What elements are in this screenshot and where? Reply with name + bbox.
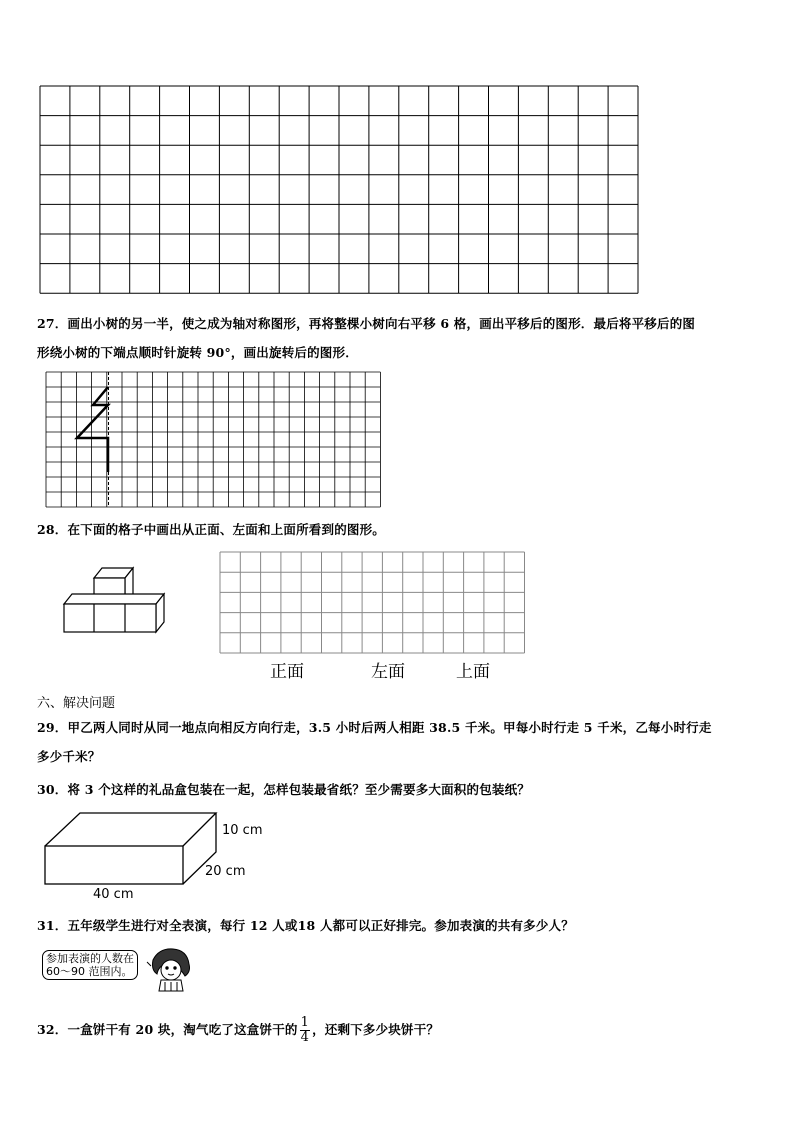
question-29-line2: 多少千米？ — [37, 749, 101, 764]
top-view-label: 上面 — [456, 662, 490, 682]
question-30: 30．将 3 个这样的礼品盒包装在一起，怎样包装最省纸？至少需要多大面积的包装纸？ — [37, 782, 530, 797]
question-31: 31．五年级学生进行对全表演，每行 12 人或18 人都可以正好排完。参加表演的共有多少人？ — [37, 918, 574, 933]
box-length-label: 40 cm — [93, 887, 134, 902]
left-view-label: 左面 — [371, 662, 405, 682]
question-32-text-before: 32．一盒饼干有 20 块，淘气吃了这盒饼干的 — [37, 1022, 298, 1037]
box-height-label: 10 cm — [222, 823, 263, 838]
box-width-label: 20 cm — [205, 864, 246, 879]
hint-line1: 参加表演的人数在 — [46, 952, 134, 965]
fraction — [300, 1016, 310, 1045]
front-view-label: 正面 — [270, 662, 304, 682]
hint-line2: 60～90 范围内。 — [46, 965, 133, 978]
section-6-title: 六、解决问题 — [37, 696, 116, 711]
question-32-text-after: ，还剩下多少块饼干？ — [312, 1022, 440, 1037]
gift-box-figure — [0, 0, 300, 900]
question-28: 28．在下面的格子中画出从正面、左面和上面所看到的图形。 — [37, 522, 385, 537]
fraction-denominator: 4 — [300, 1030, 310, 1045]
question-32 — [37, 1016, 439, 1045]
question-29-line1: 29．甲乙两人同时从同一地点向相反方向行走，3.5 小时后两人相距 38.5 千米。甲每小时行走 5 千米，乙每小时行走 — [37, 720, 712, 735]
hint-speech-bubble — [42, 950, 138, 980]
question-27-line2: 形绕小树的下端点顺时针旋转 90°，画出旋转后的图形． — [37, 345, 358, 360]
fraction-numerator: 1 — [300, 1015, 310, 1030]
question-27-line1: 27．画出小树的另一半，使之成为轴对称图形，再将整棵小树向右平移 6 格，画出平移后的图形．最后将平移后的图 — [37, 316, 696, 331]
girl-cartoon-icon — [145, 946, 195, 992]
